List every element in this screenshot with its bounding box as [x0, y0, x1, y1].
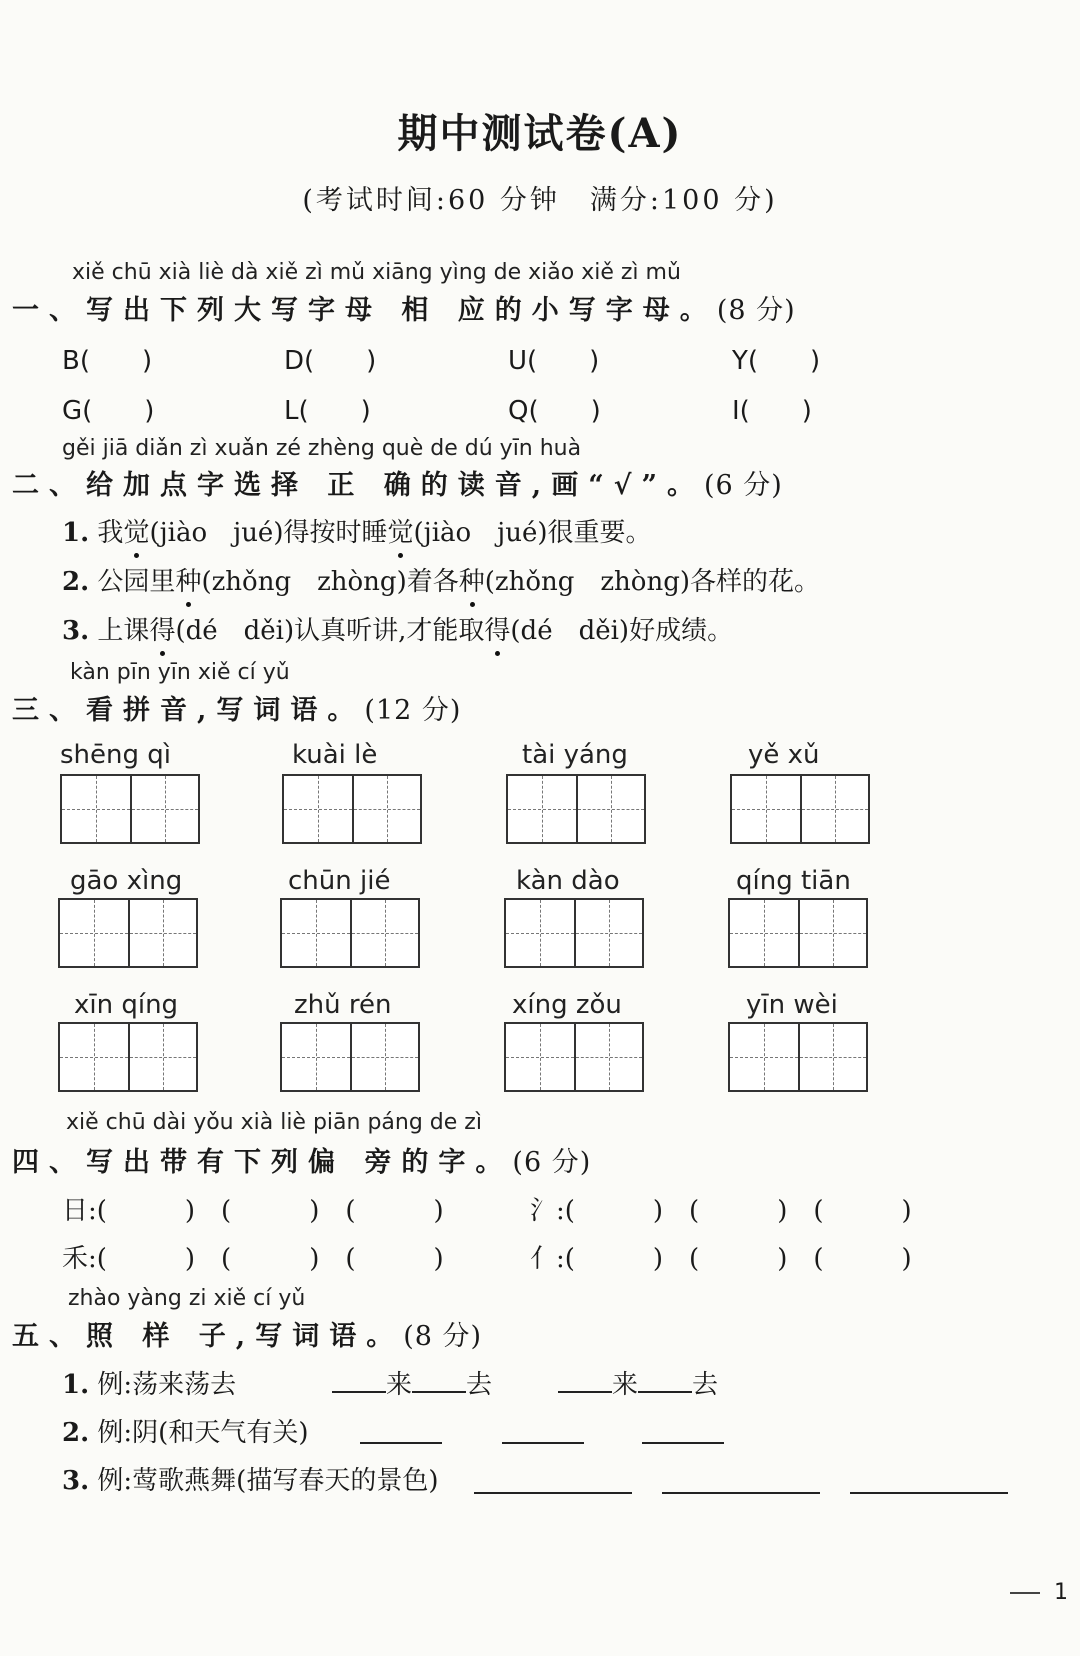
writing-grid[interactable]	[58, 1022, 198, 1092]
blank-line[interactable]	[662, 1466, 820, 1494]
section3-heading-text: 三、看拼音,写词语。	[12, 695, 365, 726]
word-pinyin: yīn wèi	[746, 990, 838, 1020]
writing-grid[interactable]	[506, 774, 646, 844]
pattern-char: 来	[386, 1370, 413, 1400]
blank-line[interactable]	[332, 1365, 386, 1393]
dotted-character: 种	[175, 567, 202, 597]
blank-line[interactable]	[502, 1416, 584, 1444]
exam-info: (考试时间:60 分钟 满分:100 分)	[302, 185, 778, 216]
section1-pinyin: xiě chū xià liè dà xiě zì mǔ xiāng yìng de xiǎo xiě zì mǔ	[72, 260, 681, 285]
word-pinyin: shēng qì	[60, 740, 171, 770]
section3-heading	[12, 688, 461, 727]
blank-line[interactable]	[642, 1416, 724, 1444]
question-text: (zhǒng zhòng)各样的花。	[484, 567, 820, 597]
word-pinyin: kàn dào	[516, 866, 620, 896]
blank-line[interactable]	[474, 1466, 632, 1494]
radical-row	[62, 1190, 444, 1227]
question-number: 3.	[62, 1466, 90, 1496]
word-pinyin: xíng zǒu	[512, 990, 622, 1020]
radical-blanks[interactable]: ( ) ( ) ( )	[96, 1196, 444, 1226]
letter-item: Y( )	[732, 346, 821, 376]
example-text: 例:荡来荡去	[97, 1370, 237, 1400]
radical-row	[62, 1238, 444, 1275]
word-pinyin: kuài lè	[292, 740, 378, 770]
letter-item: I( )	[732, 396, 812, 426]
question-5-1	[62, 1364, 236, 1401]
word-pinyin: chūn jié	[288, 866, 391, 896]
question-5-2	[62, 1412, 308, 1449]
word-pinyin: tài yáng	[522, 740, 628, 770]
section4-score: (6 分)	[512, 1147, 592, 1178]
question-text: (zhǒng zhòng)着各	[201, 567, 459, 597]
word-pinyin: qíng tiān	[736, 866, 851, 896]
section1-score: (8 分)	[716, 295, 796, 326]
blank-line[interactable]	[850, 1466, 1008, 1494]
question-2-2	[62, 561, 820, 598]
radical-row	[530, 1238, 912, 1275]
question-5-3	[62, 1460, 438, 1497]
question-number: 1.	[62, 1370, 90, 1400]
section4-heading	[12, 1140, 591, 1179]
writing-grid[interactable]	[60, 774, 200, 844]
question-number: 2.	[62, 1418, 90, 1448]
dotted-character: 得	[484, 616, 511, 646]
question-text: (jiào jué)很重要。	[413, 518, 652, 548]
radical-label: 日:	[62, 1196, 97, 1226]
section5-pinyin: zhào yàng zi xiě cí yǔ	[68, 1286, 306, 1311]
section5-heading	[12, 1314, 482, 1353]
radical-row	[530, 1190, 912, 1227]
radical-blanks[interactable]: ( ) ( ) ( )	[564, 1196, 912, 1226]
blank-line[interactable]	[638, 1365, 692, 1393]
question-2-3	[62, 610, 733, 647]
question-text: 我	[97, 518, 124, 548]
example-text: 例:莺歌燕舞(描写春天的景色)	[97, 1466, 439, 1496]
section1-heading	[12, 288, 796, 327]
fill-pattern	[558, 1364, 718, 1401]
fill-pattern	[332, 1364, 492, 1401]
section2-score: (6 分)	[704, 470, 783, 501]
question-text: (jiào jué)得按时睡	[149, 518, 388, 548]
letter-item: L( )	[284, 396, 371, 426]
word-pinyin: xīn qíng	[74, 990, 179, 1020]
writing-grid[interactable]	[730, 774, 870, 844]
question-number: 2.	[62, 567, 90, 597]
page-title: 期中测试卷(A)	[397, 110, 683, 157]
letter-item: D( )	[284, 346, 377, 376]
letter-item: Q( )	[508, 396, 601, 426]
dotted-character: 觉	[387, 518, 414, 548]
letter-item: G( )	[62, 396, 155, 426]
letter-item: U( )	[508, 346, 600, 376]
question-number: 3.	[62, 616, 90, 646]
question-number: 1.	[62, 518, 90, 548]
section2-heading-text: 二、给加点字选择 正 确的读音,画“√”。	[12, 470, 705, 501]
radical-label: 氵:	[530, 1196, 565, 1226]
example-text: 例:阴(和天气有关)	[97, 1418, 309, 1448]
question-2-1	[62, 512, 652, 549]
section4-heading-text: 四、写出带有下列偏 旁的字。	[12, 1147, 513, 1178]
radical-blanks[interactable]: ( ) ( ) ( )	[564, 1244, 912, 1274]
page-number	[1010, 1580, 1068, 1605]
section5-heading-text: 五、照 样 子,写词语。	[12, 1321, 404, 1352]
section4-pinyin: xiě chū dài yǒu xià liè piān páng de zì	[66, 1110, 482, 1135]
question-text: 上课	[97, 616, 150, 646]
section3-pinyin: kàn pīn yīn xiě cí yǔ	[70, 660, 290, 685]
writing-grid[interactable]	[58, 898, 198, 968]
blank-line[interactable]	[360, 1416, 442, 1444]
word-pinyin: zhǔ rén	[294, 990, 392, 1020]
footer-dash	[1010, 1592, 1040, 1594]
writing-grid[interactable]	[282, 774, 422, 844]
writing-grid[interactable]	[504, 1022, 644, 1092]
writing-grid[interactable]	[728, 1022, 868, 1092]
dotted-character: 得	[149, 616, 176, 646]
section1-heading-text: 一、写出下列大写字母 相 应的小写字母。	[12, 295, 717, 326]
page-number-text: 1	[1054, 1580, 1068, 1605]
pattern-char: 去	[466, 1370, 493, 1400]
pattern-char: 来	[612, 1370, 639, 1400]
question-text: 公园里	[97, 567, 176, 597]
writing-grid[interactable]	[280, 898, 420, 968]
blank-line[interactable]	[412, 1365, 466, 1393]
writing-grid[interactable]	[728, 898, 868, 968]
radical-label: 禾:	[62, 1244, 97, 1274]
question-text: (dé děi)好成绩。	[510, 616, 734, 646]
section5-score: (8 分)	[403, 1321, 483, 1352]
word-pinyin: gāo xìng	[70, 866, 183, 896]
blank-line[interactable]	[558, 1365, 612, 1393]
letter-item: B( )	[62, 346, 153, 376]
radical-label: 亻:	[530, 1244, 565, 1274]
question-text: (dé děi)认真听讲,才能取	[175, 616, 485, 646]
dotted-character: 种	[458, 567, 485, 597]
section2-heading	[12, 463, 783, 502]
word-pinyin: yě xǔ	[748, 740, 820, 770]
section3-score: (12 分)	[364, 695, 462, 726]
dotted-character: 觉	[123, 518, 150, 548]
writing-grid[interactable]	[280, 1022, 420, 1092]
writing-grid[interactable]	[504, 898, 644, 968]
radical-blanks[interactable]: ( ) ( ) ( )	[96, 1244, 444, 1274]
pattern-char: 去	[692, 1370, 719, 1400]
section2-pinyin: gěi jiā diǎn zì xuǎn zé zhèng què de dú yīn huà	[62, 436, 582, 461]
